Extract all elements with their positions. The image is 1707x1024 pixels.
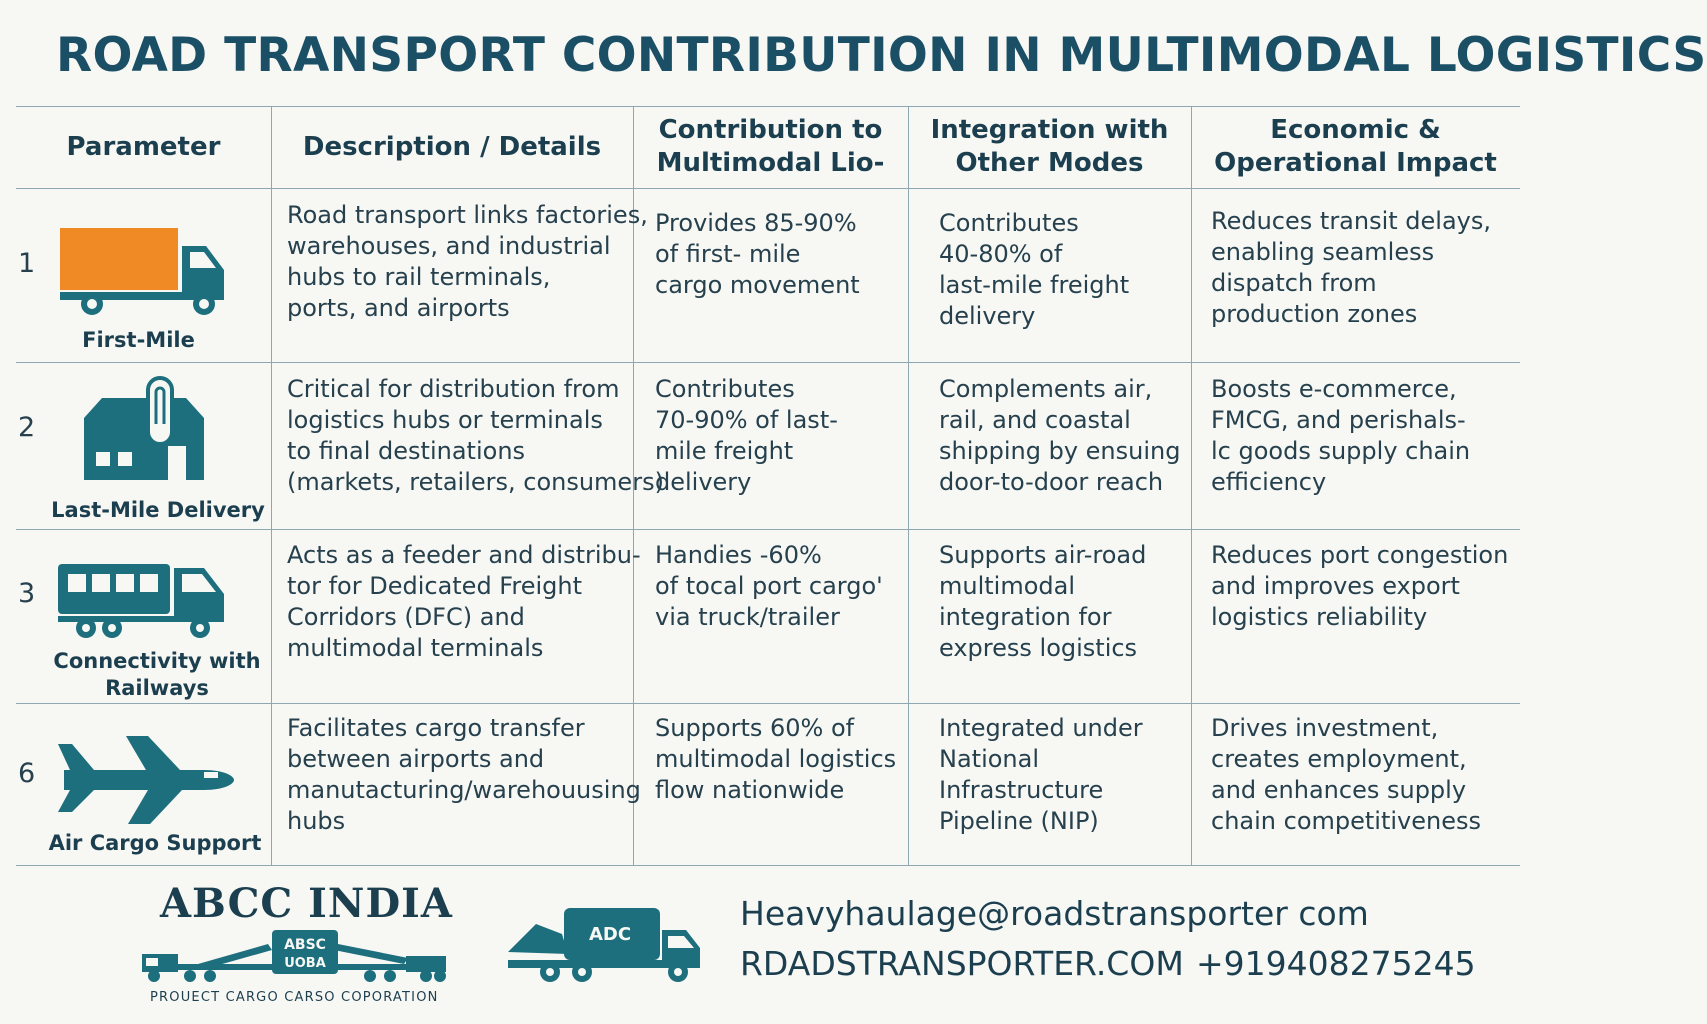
description-cell: Facilitates cargo transfer between airports and manutacturing/warehouusing hubs	[287, 714, 641, 835]
contact-phone[interactable]: +919408275245	[1196, 944, 1476, 983]
parameter-label: Air Cargo Support	[48, 831, 262, 855]
cargo-truck-icon	[506, 904, 702, 984]
row-number: 1	[18, 248, 36, 279]
page-title: ROAD TRANSPORT CONTRIBUTION IN MULTIMODAL LOGISTICS	[56, 28, 1707, 83]
header-parameter: Parameter	[66, 131, 221, 162]
truck-badge-text: ADC	[588, 924, 632, 945]
contribution-cell: Provides 85-90% of first- mile cargo movement	[655, 209, 860, 299]
contribution-cell: Handies -60% of tocal port cargo' via truck/trailer	[655, 541, 883, 631]
integration-cell: Integrated under National Infrastructure Pipeline (NIP)	[939, 714, 1143, 835]
rail-truck-icon	[56, 560, 228, 640]
row-divider	[16, 362, 1520, 363]
row-number: 6	[18, 758, 36, 789]
contribution-table	[16, 106, 1520, 866]
parameter-label: Connectivity with Railways	[53, 649, 261, 700]
description-cell: Road transport links factories, warehouses, and industrial hubs to rail terminals, ports, and airports	[287, 201, 648, 322]
logo-badge-text: ABSC	[284, 937, 326, 953]
header-description: Description / Details	[302, 131, 602, 162]
description-cell: Acts as a feeder and distribu- tor for Dedicated Freight Corridors (DFC) and multimodal terminals	[287, 541, 641, 662]
integration-cell: Complements air, rail, and coastal shipping by ensuing door-to-door reach	[939, 375, 1181, 496]
integration-cell: Contributes 40-80% of last-mile freight delivery	[939, 209, 1130, 330]
header-impact: Economic & Operational Impact	[1214, 115, 1497, 178]
column-divider	[271, 106, 272, 866]
heavy-haulage-logo	[138, 928, 452, 984]
header-contribution: Contribution to Multimodal Lio-	[656, 115, 885, 178]
row-divider	[16, 529, 1520, 530]
brand-name: ABCC INDIA	[160, 880, 453, 927]
row-number: 2	[18, 412, 36, 443]
contact-website[interactable]: RDADSTRANSPORTER.COM	[740, 944, 1184, 983]
header-integration: Integration with Other Modes	[930, 115, 1169, 178]
integration-cell: Supports air-road multimodal integration for express logistics	[939, 541, 1147, 662]
impact-cell: Boosts e-commerce, FMCG, and perishals- lc goods supply chain efficiency	[1211, 375, 1471, 496]
row-number: 3	[18, 578, 36, 609]
parameter-label: First-Mile	[82, 328, 195, 352]
logo-badge-text: UOBA	[284, 956, 326, 971]
parameter-label: Last-Mile Delivery	[51, 498, 265, 522]
row-divider	[16, 703, 1520, 704]
airplane-icon	[54, 734, 236, 826]
house-icon	[80, 376, 208, 482]
truck-icon	[58, 226, 230, 318]
contribution-cell: Supports 60% of multimodal logistics flow nationwide	[655, 714, 897, 804]
table-bottom-border	[16, 865, 1520, 866]
impact-cell: Drives investment, creates employment, and enhances supply chain competitiveness	[1211, 714, 1481, 835]
column-divider	[908, 106, 909, 866]
header-divider	[16, 188, 1520, 189]
brand-tagline: PROUECT CARGO CARSO COPORATION	[150, 990, 439, 1005]
description-cell: Critical for distribution from logistics hubs or terminals to final destinations (markets, retailers, consumers)	[287, 375, 664, 496]
impact-cell: Reduces transit delays, enabling seamless dispatch from production zones	[1211, 207, 1492, 328]
column-divider	[1191, 106, 1192, 866]
contribution-cell: Contributes 70-90% of last- mile freight delivery	[655, 375, 838, 496]
contact-email[interactable]: Heavyhaulage@roadstransporter com	[740, 894, 1369, 933]
impact-cell: Reduces port congestion and improves export logistics reliability	[1211, 541, 1509, 631]
